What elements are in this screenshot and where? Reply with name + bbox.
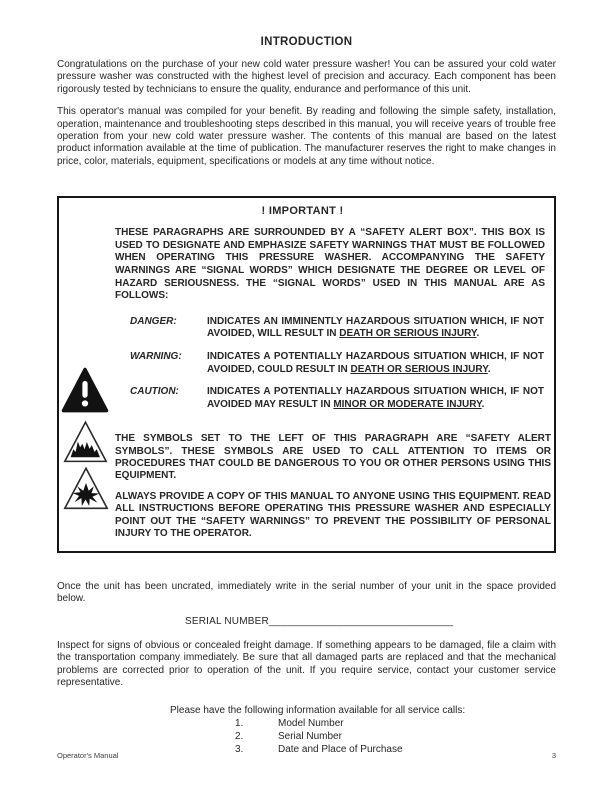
danger-description [207,316,544,341]
service-item-2 [235,730,556,743]
service-item-text: Date and Place of Purchase [278,744,403,756]
caution-text: INDICATES A POTENTIALLY HAZARDOUS SITUATION WHICH, IF NOT AVOIDED MAY RESULT IN [207,386,544,410]
page-footer [57,751,556,760]
warning-text: INDICATES A POTENTIALLY HAZARDOUS SITUATION WHICH, IF NOT AVOIDED, COULD RESULT IN [207,351,544,375]
explosion-hazard-icon [63,465,109,512]
service-item-number: 2. [235,731,244,743]
footer-manual-label: Operator's Manual [57,751,119,760]
warning-period: . [487,363,491,375]
important-heading: ! IMPORTANT ! [261,205,344,218]
service-item-text: Serial Number [278,731,342,743]
intro-paragraph-2: This operator's manual was compiled for your benefit. By reading and following the simple safety, installation, operation, maintenance and troubleshooting steps described in this manual, you will receive years of trouble free operation from your new cold water pressure washer. The contents of this manual are based on the latest product information available at the time of publication. The manufacturer reserves the right to make changes in price, color, materials, equipment, specifications or models at any time without notice. [57,106,556,167]
intro-paragraph-1: Congratulations on the purchase of your new cold water pressure washer! You can be assured your cold water pressure washer was constructed with the highest level of precision and accuracy. Each component has been rigorously tested by technicians to ensure the quality, endurance and performance of this unit. [57,59,556,95]
alert-box-intro: THESE PARAGRAPHS ARE SURROUNDED BY A “SAFETY ALERT BOX”. THIS BOX IS USED TO DESIGNATE AND EMPHASIZE SAFETY WARNINGS THAT MUST BE FOLLOWED WHEN OPERATING THIS PRESSURE WASHER. ACCOMPANYING THE SAFETY WARNINGS ARE “SIGNAL WORDS” WHICH DESIGNATE THE DEGREE OR LEVEL OF HAZARD SERIOUSNESS. THE “SIGNAL WORDS” USED IN THIS MANUAL ARE AS FOLLOWS: [115,227,545,302]
service-item-number: 1. [235,718,244,730]
danger-period: . [476,328,480,340]
caution-period: . [481,398,485,410]
service-item-1 [235,717,556,730]
signal-word-caution [130,386,546,411]
serial-number-line [185,616,556,627]
signal-word-warning [130,351,546,376]
serial-number-label: SERIAL NUMBER [185,615,269,627]
uncrated-paragraph: Once the unit has been uncrated, immediately write in the serial number of your unit in the space provided below. [57,581,556,605]
warning-description [207,351,544,376]
service-item-text: Model Number [278,718,344,730]
safety-alert-icon [61,366,109,416]
service-calls-intro: Please have the following information available for all service calls: [170,705,466,717]
provide-copy-paragraph: ALWAYS PROVIDE A COPY OF THIS MANUAL TO ANYONE USING THIS EQUIPMENT. READ ALL INSTRUCTIONS BEFORE OPERATING THIS PRESSURE WASHER AND ESPECIALLY POINT OUT THE “SAFETY WARNINGS” TO PREVENT THE POSSIBILITY OF PERSONAL INJURY TO THE OPERATOR. [115,491,551,539]
signal-word-danger [130,316,546,341]
service-item-number: 3. [235,744,244,756]
danger-text: INDICATES AN IMMINENTLY HAZARDOUS SITUATION WHICH, IF NOT AVOIDED, WILL RESULT IN [207,315,544,340]
page-title: INTRODUCTION [260,36,353,48]
warning-label: WARNING: [130,351,182,362]
safety-symbols-paragraph: THE SYMBOLS SET TO THE LEFT OF THIS PARAGRAPH ARE “SAFETY ALERT SYMBOLS”. THESE SYMBOLS ARE USED TO CALL ATTENTION TO ITEMS OR PROCEDURES THAT COULD BE DANGEROUS TO YOU OR OTHER PERSONS USING THIS EQUIPMENT. [115,433,551,481]
caution-description [207,386,544,411]
inspect-paragraph: Inspect for signs of obvious or concealed freight damage. If something appears to be damaged, file a claim with the transportation company immediately. Be sure that all damaged parts are replaced and that the mechanical problems are corrected prior to operation of the unit. If you require service, contact your customer service representative. [57,639,556,689]
safety-alert-box [57,196,556,553]
caution-underlined-text: MINOR OR MODERATE INJURY [333,398,482,410]
danger-underlined-text: DEATH OR SERIOUS INJURY [339,328,477,340]
fire-hazard-icon [63,419,108,465]
serial-number-blank: ________________________________ [268,615,454,627]
page-number: 3 [551,751,556,760]
danger-label: DANGER: [130,315,177,327]
page-content [57,0,556,756]
warning-underlined-text: DEATH OR SERIOUS INJURY [350,363,488,375]
caution-label: CAUTION: [130,386,179,398]
